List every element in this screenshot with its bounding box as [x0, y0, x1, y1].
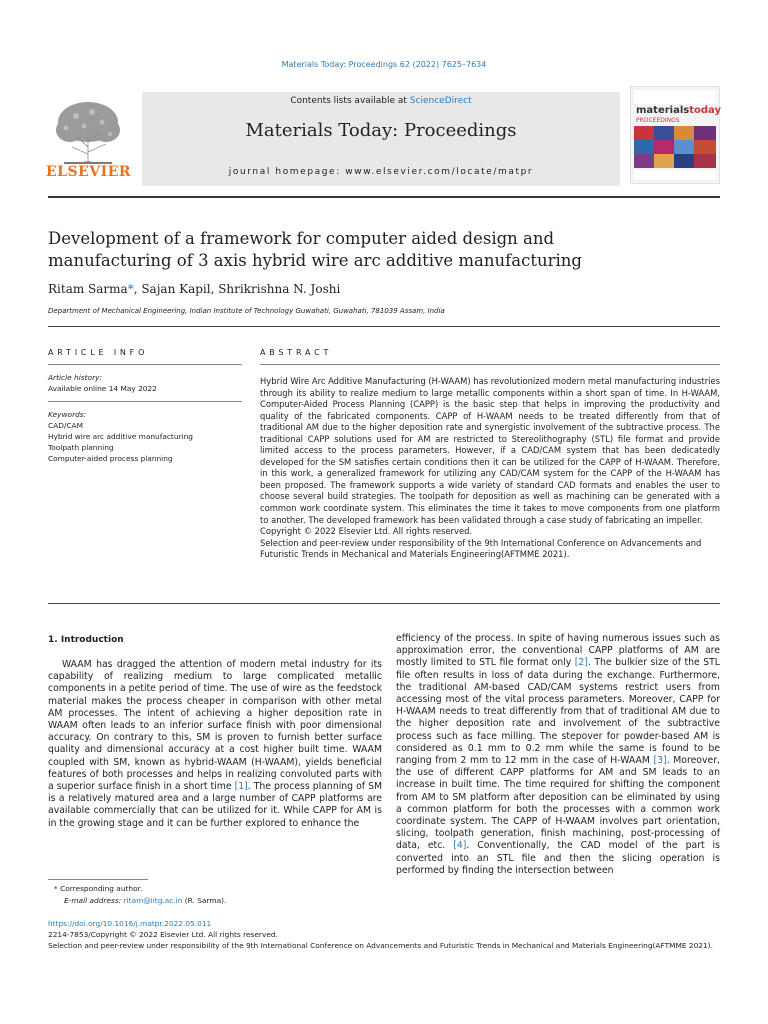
intro-text: . Moreover, the use of different CAPP platforms for AM and SM leads to an increase in built time. The time required for shifting the component from AM to SM platform after deposition can be eliminated by using a common platform for both the processes with a common work coordinate system. The CAPP of H-WAAM involves part orientation, slicing, toolpath generation, finish machining, post-processing of data, etc. [396, 755, 720, 852]
intro-right-column [396, 633, 720, 877]
cover-title [636, 105, 721, 116]
keyword-list [48, 420, 193, 464]
contents-prefix: Contents lists available at [290, 96, 410, 106]
cover-title-a: materials [636, 105, 690, 116]
abstract-heading: ABSTRACT [260, 348, 333, 357]
journal-cover-image [630, 86, 720, 184]
footnote-corresponding [48, 883, 382, 895]
contents-line [142, 96, 620, 106]
intro-text: . The bulkier size of the STL file often results in loss of data during the exchange. Furthermore, the traditional AM-based CAD/CAM systems restrict users from accessing most of the vital process parameters. Moreover, CAPP for H-WAAM needs to treat differently from that of traditional AM due to the higher deposition rate and involvement of the subtractive process such as face milling. The stepover for powder-based AM is considered as 0.1 mm to 0.2 mm while the same is found to be ranging from 2 mm to 12 mm in the case of H-WAAM [396, 657, 720, 767]
footnote-rule [48, 879, 148, 880]
intro-left-column [48, 659, 382, 830]
abstract-body: Hybrid Wire Arc Additive Manufacturing (H-WAAM) has revolutionized modern metal manufacturing industries through its ability to realize medium to large metallic components within a short span of time. In H-WAAM, Computer-Aided Process Planning (CAPP) is the basic step that helps in improving the productivity and quality of the fabricated components. CAPP of H-WAAM needs to be treated differently from that of traditional AM due to the higher deposition rate and synergistic involvement of the subtractive process. The traditional CAPP solutions used for AM are restricted to Stereolithography (STL) file format and provide limited access to the process parameters. However, if a CAD/CAM system that has been dedicatedly developed for the SM satisfies certain conditions then it can be utilized for the CAPP of H-WAAM. Therefore, in this work, a generalized framework for utilizing any CAD/CAM system for the CAPP of the H-WAAM has been proposed. The framework supports a wide variety of standard CAD formats and enables the user to choose several build strategies. The toolpath for deposition as well as machining can be generated with a common work coordinate system. This eliminates the time it takes to move components from one platform to another. The developed framework has been validated through a case study of fabricating an impeller. [260, 376, 720, 525]
keyword-item: Hybrid wire arc additive manufacturing [48, 432, 193, 441]
affiliation: Department of Mechanical Engineering, Indian Institute of Technology Guwahati, Guwahati, 781039 Assam, India [48, 307, 445, 315]
author-email-link[interactable]: ritam@iitg.ac.in [123, 896, 183, 905]
keywords-rule [48, 401, 242, 402]
article-info-rule [48, 364, 242, 365]
email-label: E-mail address: [64, 896, 122, 905]
corresponding-author-mark[interactable]: * [127, 282, 134, 296]
elsevier-logo [46, 92, 130, 184]
issn-line: 2214-7853/Copyright © 2022 Elsevier Ltd. All rights reserved. [48, 930, 278, 939]
keywords-label: Keywords: [48, 410, 87, 419]
author-first: Ritam Sarma [48, 282, 128, 296]
abstract-peer-review: Selection and peer-review under responsibility of the 9th International Conference on Advancements and Futuristic Trends in Mechanical and Materials Engineering(AFTMME 2021). [260, 537, 702, 560]
email-suffix: (R. Sarma). [184, 896, 227, 905]
abstract-body-block [260, 376, 720, 561]
citation-link[interactable]: [2] [574, 657, 588, 669]
intro-text: . The process planning of SM is a relatively matured area and a large number of CAPP platforms are available commercially that can be utilized for it. While CAPP for AM is in the growing stage and it can be further explored to enhance the [48, 781, 382, 829]
citation-link[interactable]: [4] [453, 840, 467, 852]
article-history-label: Article history: [48, 373, 102, 382]
intro-text: . Conventionally, the CAD model of the part is converted into an STL file and then the slicing operation is performed by finding the intersection between [396, 840, 720, 876]
keyword-item: Computer-aided process planning [48, 454, 173, 463]
sciencedirect-link[interactable]: ScienceDirect [409, 96, 472, 106]
journal-title: Materials Today: Proceedings [245, 120, 517, 141]
footnote-mark: * [54, 884, 58, 893]
citation-link[interactable]: [3] [653, 755, 667, 767]
elsevier-wordmark: ELSEVIER [46, 164, 132, 180]
cover-subtitle: PROCEEDINGS [636, 117, 680, 124]
abstract-end-rule [48, 603, 720, 604]
cover-art-icon [630, 86, 720, 184]
footnote [48, 883, 382, 907]
author-list [48, 282, 340, 296]
journal-reference[interactable]: Materials Today: Proceedings 62 (2022) 7625–7634 [281, 60, 487, 69]
homepage-prefix: journal homepage: [228, 167, 346, 177]
cover-title-b: today [689, 105, 721, 116]
homepage-url[interactable]: www.elsevier.com/locate/matpr [345, 167, 534, 177]
footnote-corresponding-text: Corresponding author. [60, 884, 143, 893]
keyword-item: CAD/CAM [48, 421, 83, 430]
bottom-info [48, 918, 720, 951]
affiliation-rule [48, 326, 720, 327]
intro-text: WAAM has dragged the attention of modern metal industry for its capability of realizing medium to large complicated metallic components in a petite period of time. The use of wire as the feedstock material makes the process cheaper in comparison with other metal AM processes. The intent of achieving a higher deposition rate in WAAM often leads to an inferior surface finish with poor dimensional accuracy. On contrary to this, SM is proven to furnish better surface quality and dimensional accuracy at a cost higher built time. WAAM coupled with SM, known as hybrid-WAAM (H-WAAM), yields beneficial features of both processes and helps in realizing convoluted parts with a superior surface finish in a short time [48, 659, 382, 793]
keyword-item: Toolpath planning [48, 443, 114, 452]
abstract-rule [260, 364, 720, 365]
paper-title: Development of a framework for computer aided design and manufacturing of 3 axis hybrid wire arc additive manufacturing [48, 229, 582, 270]
bottom-peer-review: Selection and peer-review under responsibility of the 9th International Conference on Advancements and Futuristic Trends in Mechanical and Materials Engineering(AFTMME 2021). [48, 941, 713, 950]
abstract-copyright: Copyright © 2022 Elsevier Ltd. All rights reserved. [260, 526, 473, 537]
citation-link[interactable]: [1] [234, 781, 248, 793]
intro-text: efficiency of the process. In spite of having numerous issues such as approximation error, the conventional CAPP platforms of AM are mostly limited to STL file format only [396, 633, 720, 669]
footnote-email-line [48, 895, 382, 907]
article-info-heading: ARTICLE INFO [48, 348, 149, 357]
article-history-value: Available online 14 May 2022 [48, 384, 157, 393]
introduction-heading: 1. Introduction [48, 635, 124, 645]
journal-homepage [142, 167, 620, 177]
doi-link[interactable]: https://doi.org/10.1016/j.matpr.2022.05.011 [48, 919, 212, 928]
author-rest: , Sajan Kapil, Shrikrishna N. Joshi [133, 282, 341, 296]
header-rule [48, 196, 720, 198]
